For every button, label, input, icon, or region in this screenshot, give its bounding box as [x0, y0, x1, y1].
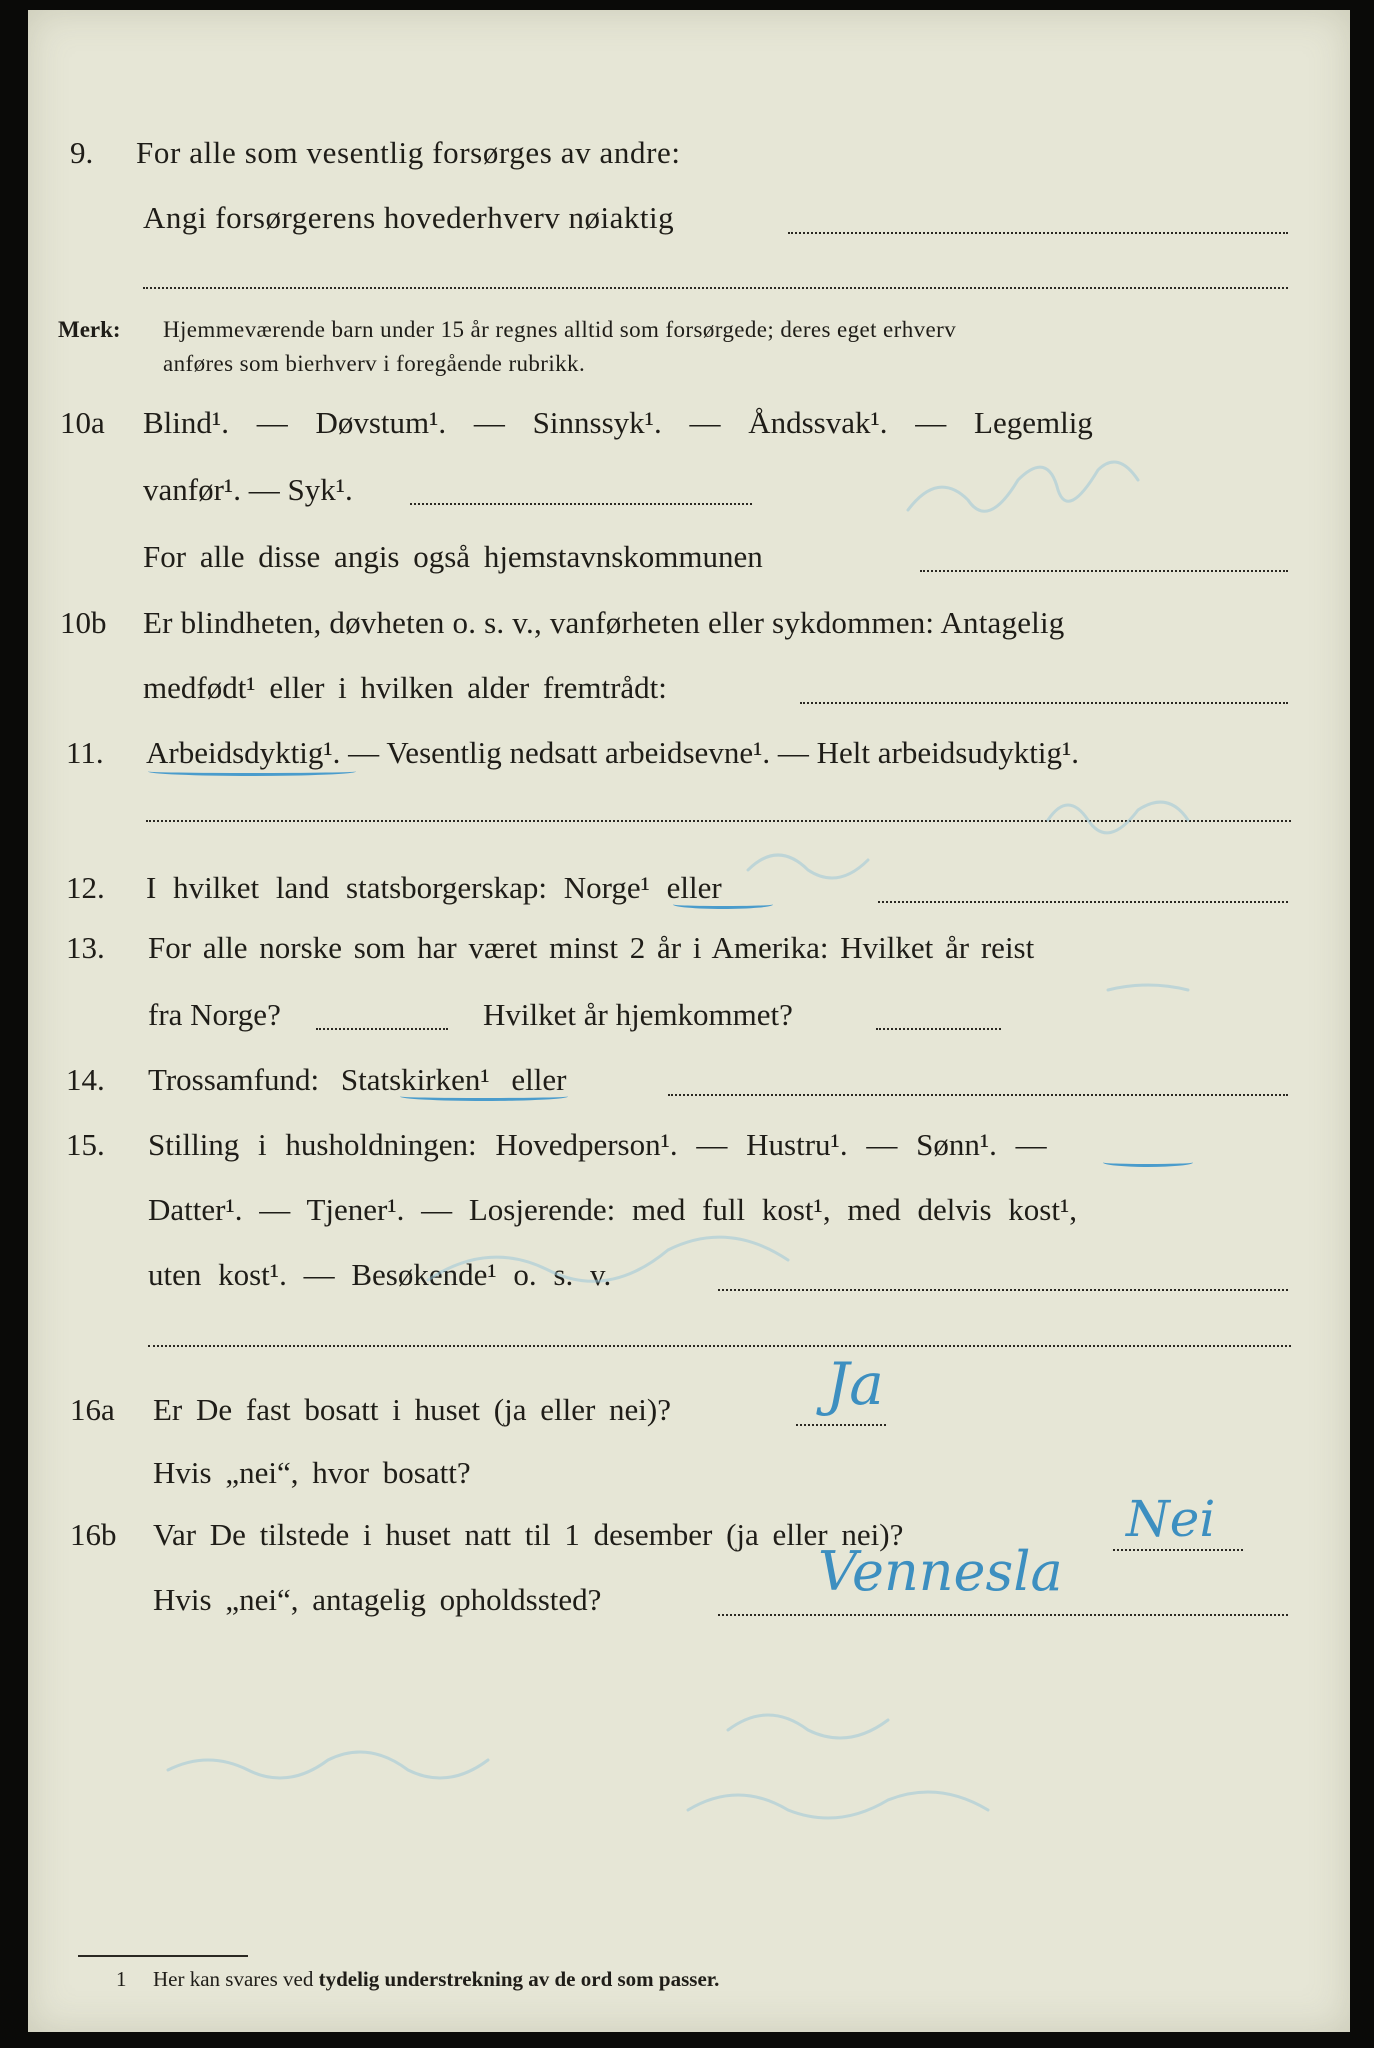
census-form-page: [28, 10, 1350, 2032]
q16b-line2: Hvis „nei“, antagelig opholdssted?: [153, 1582, 602, 1617]
q10a-line3: For alle disse angis også hjemstavnskommunen: [143, 539, 763, 574]
merk-line2: anføres som bierhverv i foregående rubrikk.: [163, 351, 586, 376]
bleed-through-marks: [28, 10, 1350, 2032]
q16b-line1: Var De tilstede i huset natt til 1 desember (ja eller nei)?: [153, 1517, 904, 1552]
q15-number: 15.: [66, 1127, 105, 1162]
q9-line1: For alle som vesentlig forsørges av andre:: [136, 135, 681, 170]
q13-line2b: Hvilket år hjemkommet?: [483, 997, 793, 1032]
q16b-number: 16b: [70, 1517, 117, 1552]
handwritten-answer-16b: Nei: [1126, 1490, 1216, 1548]
merk-line1: Hjemmeværende barn under 15 år regnes alltid som forsørgede; deres eget erhverv: [163, 317, 957, 342]
q10a-line2: vanfør¹. — Syk¹.: [143, 472, 353, 507]
footnote-text-bold: tydelig understrekning av de ord som passer.: [318, 1967, 720, 1991]
q9-line2: Angi forsørgerens hovederhverv nøiaktig: [143, 200, 675, 235]
q13-line1: For alle norske som har været minst 2 år i Amerika: Hvilket år reist: [148, 930, 1035, 965]
q9-number: 9.: [70, 135, 94, 170]
q10b-line2: medfødt¹ eller i hvilken alder fremtrådt:: [143, 670, 667, 705]
footnote-text-plain: Her kan svares ved: [153, 1967, 314, 1991]
footnote-rule: [78, 1955, 248, 1957]
q11-line1: Arbeidsdyktig¹. — Vesentlig nedsatt arbeidsevne¹. — Helt arbeidsudyktig¹.: [146, 735, 1080, 770]
q16a-line2: Hvis „nei“, hvor bosatt?: [153, 1455, 471, 1490]
q10a-number: 10a: [60, 405, 105, 440]
q13-number: 13.: [66, 930, 105, 965]
q15-line2: Datter¹. — Tjener¹. — Losjerende: med full kost¹, med delvis kost¹,: [148, 1192, 1077, 1227]
q14-number: 14.: [66, 1062, 105, 1097]
q15-line3: uten kost¹. — Besøkende¹ o. s. v.: [148, 1257, 612, 1292]
q10b-line1: Er blindheten, døvheten o. s. v., vanførheten eller sykdommen: Antagelig: [143, 605, 1065, 640]
q11-number: 11.: [66, 735, 104, 770]
q15-line1: Stilling i husholdningen: Hovedperson¹. — Hustru¹. — Sønn¹. —: [148, 1127, 1047, 1162]
footnote-text: [153, 1965, 719, 1993]
handwritten-answer-16a: Ja: [826, 1350, 884, 1418]
q12-line1: I hvilket land statsborgerskap: Norge¹ eller: [146, 870, 722, 905]
q16a-line1: Er De fast bosatt i huset (ja eller nei)?: [153, 1392, 671, 1427]
q10a-line1: Blind¹. — Døvstum¹. — Sinnssyk¹. — Åndssvak¹. — Legemlig: [143, 405, 1093, 440]
q14-line1: Trossamfund: Statskirken¹ eller: [148, 1062, 567, 1097]
q10b-number: 10b: [60, 605, 107, 640]
q16a-number: 16a: [70, 1392, 115, 1427]
handwritten-place-16b: Vennesla: [818, 1540, 1063, 1603]
footnote-marker: 1: [116, 1967, 127, 1991]
q13-line2a: fra Norge?: [148, 997, 281, 1032]
merk-label: Merk:: [58, 317, 121, 342]
q12-number: 12.: [66, 870, 105, 905]
